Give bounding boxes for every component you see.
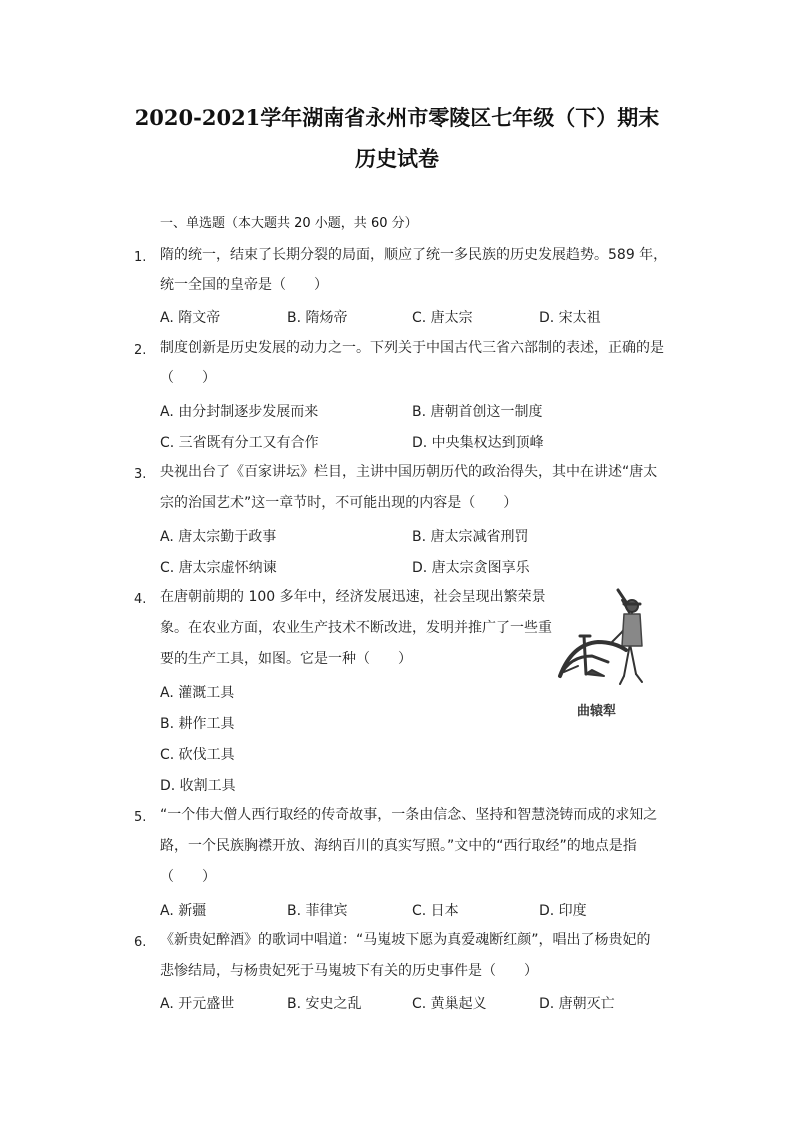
question-1-option-d[interactable]: D. 宋太祖: [539, 310, 601, 326]
question-6-number: 6.: [134, 935, 147, 950]
question-6-line-1: 《新贵妃醉酒》的歌词中唱道：“马嵬坡下愿为真爱魂断红颜”，唱出了杨贵妃的: [160, 932, 651, 948]
question-1-line-2: 统一全国的皇帝是（ ）: [160, 277, 328, 293]
question-2-option-b[interactable]: B. 唐朝首创这一制度: [412, 404, 543, 420]
question-5-line-2: 路，一个民族胸襟开放、海纳百川的真实写照。”文中的“西行取经”的地点是指: [160, 838, 637, 854]
question-6-option-a[interactable]: A. 开元盛世: [160, 996, 235, 1012]
question-5-option-c[interactable]: C. 日本: [412, 903, 459, 919]
question-4-line-1: 在唐朝前期的 100 多年中，经济发展迅速，社会呈现出繁荣景: [160, 589, 546, 605]
question-2-option-d[interactable]: D. 中央集权达到顶峰: [412, 435, 544, 451]
question-4-option-a[interactable]: A. 灌溉工具: [160, 685, 235, 701]
question-4-line-2: 象。在农业方面，农业生产技术不断改进，发明并推广了一些重: [160, 620, 552, 636]
question-6-line-2: 悲惨结局，与杨贵妃死于马嵬坡下有关的历史事件是（ ）: [160, 963, 538, 979]
question-1-line-1: 隋的统一，结束了长期分裂的局面，顺应了统一多民族的历史发展趋势。589 年，: [160, 247, 668, 263]
question-3-option-c[interactable]: C. 唐太宗虚怀纳谏: [160, 560, 277, 576]
question-1-number: 1.: [134, 250, 147, 265]
question-2-option-c[interactable]: C. 三省既有分工又有合作: [160, 435, 319, 451]
question-6-option-c[interactable]: C. 黄巢起义: [412, 996, 487, 1012]
question-5-option-a[interactable]: A. 新疆: [160, 903, 207, 919]
exam-title-line1: 2020-2021学年湖南省永州市零陵区七年级（下）期末: [134, 105, 660, 130]
question-3-option-d[interactable]: D. 唐太宗贪图享乐: [412, 560, 530, 576]
question-3-option-b[interactable]: B. 唐太宗减省刑罚: [412, 529, 529, 545]
curved-plough-illustration: [552, 584, 662, 719]
exam-title-line2: 历史试卷: [355, 146, 439, 171]
figure-caption: 曲辕犁: [577, 704, 617, 719]
question-5-option-d[interactable]: D. 印度: [539, 903, 587, 919]
question-4-option-b[interactable]: B. 耕作工具: [160, 716, 235, 732]
question-3-number: 3.: [134, 467, 147, 482]
question-2-line-1: 制度创新是历史发展的动力之一。下列关于中国古代三省六部制的表述，正确的是: [160, 340, 664, 356]
question-3-line-2: 宗的治国艺术”这一章节时，不可能出现的内容是（ ）: [160, 495, 518, 511]
question-1-option-a[interactable]: A. 隋文帝: [160, 310, 221, 326]
question-2-line-2: （ ）: [160, 370, 216, 386]
question-1-option-b[interactable]: B. 隋炀帝: [287, 310, 348, 326]
question-5-line-1: “一个伟大僧人西行取经的传奇故事，一条由信念、坚持和智慧浇铸而成的求知之: [160, 807, 658, 823]
question-2-option-a[interactable]: A. 由分封制逐步发展而来: [160, 404, 319, 420]
question-5-option-b[interactable]: B. 菲律宾: [287, 903, 348, 919]
question-5-number: 5.: [134, 810, 147, 825]
question-6-option-b[interactable]: B. 安史之乱: [287, 996, 362, 1012]
question-2-number: 2.: [134, 343, 147, 358]
question-1-option-c[interactable]: C. 唐太宗: [412, 310, 473, 326]
question-5-line-3: （ ）: [160, 869, 216, 885]
question-3-option-a[interactable]: A. 唐太宗勤于政事: [160, 529, 277, 545]
question-4-line-3: 要的生产工具，如图。它是一种（ ）: [160, 651, 412, 667]
question-3-line-1: 央视出台了《百家讲坛》栏目，主讲中国历朝历代的政治得失，其中在讲述“唐太: [160, 464, 658, 480]
question-6-option-d[interactable]: D. 唐朝灭亡: [539, 996, 615, 1012]
question-4-option-d[interactable]: D. 收割工具: [160, 778, 236, 794]
section-header: 一、单选题（本大题共 20 小题，共 60 分）: [160, 216, 418, 231]
question-4-number: 4.: [134, 592, 147, 607]
question-4-option-c[interactable]: C. 砍伐工具: [160, 747, 235, 763]
